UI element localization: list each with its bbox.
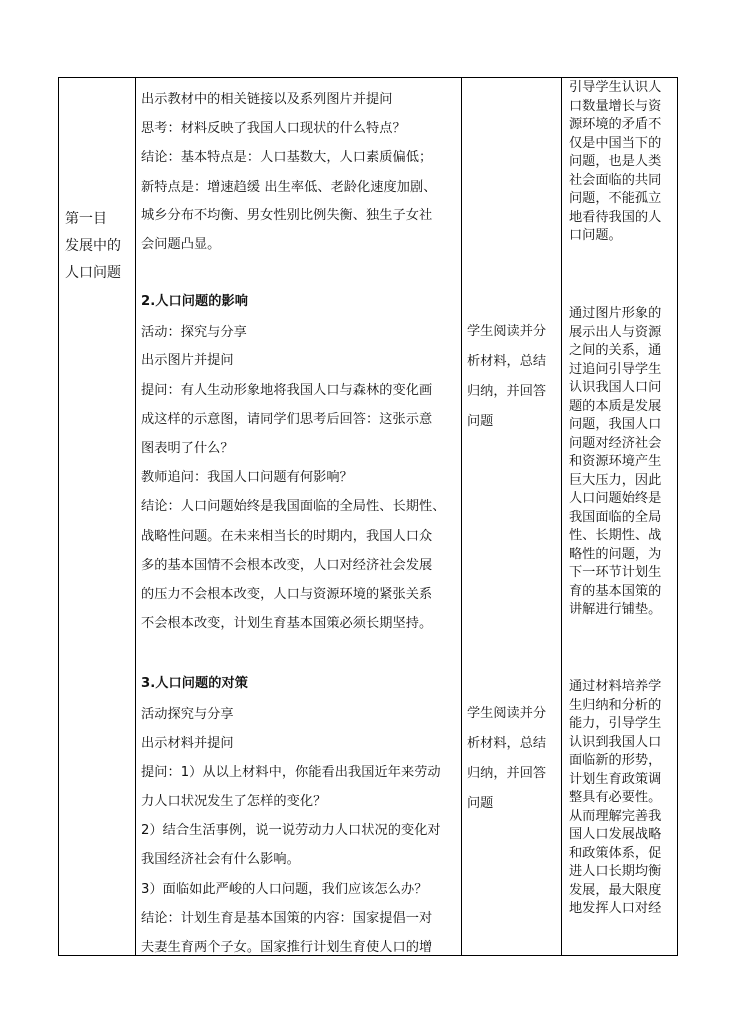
design-intent-line: 问题对经济社会	[569, 435, 662, 451]
content-line: 提问：有人生动形象地将我国人口与森林的变化画	[141, 383, 433, 398]
content-line: 结论：人口问题始终是我国面临的全局性、长期性、	[141, 499, 446, 514]
student-activity-line: 学生阅读并分	[467, 706, 547, 721]
section-title-line: 发展中的	[65, 238, 121, 254]
section-column	[59, 78, 135, 955]
design-intent-line: 我国面临的全局	[569, 509, 662, 525]
design-intent-line: 之间的关系，通	[569, 343, 662, 358]
design-intent-block	[569, 305, 661, 620]
content-line: 出示材料并提问	[141, 736, 234, 751]
design-intent-line: 发展，最大限度	[569, 882, 662, 898]
section-title-line: 人口问题	[65, 265, 121, 281]
design-intent-line: 问题，不能孤立	[569, 191, 662, 206]
student-activity-line: 析材料，总结	[467, 736, 547, 751]
design-intent-line: 人口问题始终是	[569, 491, 662, 506]
subsection-heading: 2.人口问题的影响	[141, 294, 248, 309]
design-intent-line: 性、长期性、战	[569, 528, 662, 543]
design-intent-line: 和政策体系，促	[569, 845, 662, 861]
content-line: 出示图片并提问	[141, 353, 234, 368]
content-line: 城乡分布不均衡、男女性别比例失衡、独生子女社	[141, 208, 433, 223]
student-activity-line: 学生阅读并分	[467, 324, 547, 339]
design-intent-line: 地发挥人口对经	[569, 901, 662, 916]
design-intent-line: 口数量增长与资	[569, 98, 662, 114]
student-activity-line: 问题	[467, 796, 494, 811]
content-line: 不会根本改变，计划生育基本国策必须长期坚持。	[141, 616, 433, 631]
content-line: 2）结合生活事例，说一说劳动力人口状况的变化对	[141, 823, 441, 838]
design-intent-line: 下一环节计划生	[569, 565, 662, 580]
design-intent-line: 问题，也是人类	[569, 154, 662, 169]
student-activity-line: 归纳，并回答	[467, 766, 547, 781]
design-intent-line: 生归纳和分析的	[569, 697, 662, 713]
design-intent-line: 计划生育政策调	[569, 771, 662, 787]
design-intent-line: 源环境的矛盾不	[569, 117, 662, 132]
lesson-table	[58, 77, 678, 956]
design-intent-line: 进人口长期均衡	[569, 864, 662, 879]
design-intent-line: 口问题。	[569, 228, 622, 243]
design-intent-block	[569, 79, 661, 246]
design-intent-line: 讲解进行铺垫。	[569, 602, 662, 617]
student-activity-column	[461, 78, 561, 955]
design-intent-line: 通过图片形象的	[569, 306, 662, 321]
design-intent-line: 仅是中国当下的	[569, 135, 662, 151]
design-intent-line: 面临新的形势，	[569, 753, 662, 768]
design-intent-line: 通过材料培养学	[569, 679, 662, 694]
content-line: 会问题凸显。	[141, 237, 221, 252]
content-line: 活动探究与分享	[141, 707, 234, 722]
content-line: 新特点是：增速趋缓 出生率低、老龄化速度加剧、	[141, 180, 437, 195]
design-intent-line: 展示出人与资源	[569, 324, 662, 340]
content-line: 结论：基本特点是：人口基数大，人口素质偏低；	[141, 150, 433, 165]
teaching-content-column	[135, 78, 461, 955]
student-activity-block	[467, 699, 546, 819]
content-line: 我国经济社会有什么影响。	[141, 852, 300, 867]
design-intent-line: 地看待我国的人	[569, 209, 662, 225]
design-intent-line: 能力，引导学生	[569, 716, 662, 731]
student-activity-line: 归纳，并回答	[467, 384, 547, 399]
design-intent-line: 和资源环境产生	[569, 454, 662, 469]
content-line: 成这样的示意图，请同学们思考后回答：这张示意	[141, 412, 433, 427]
design-intent-line: 过追问引导学生	[569, 361, 662, 377]
design-intent-block	[569, 678, 661, 919]
student-activity-line: 问题	[467, 414, 494, 429]
design-intent-line: 题的本质是发展	[569, 398, 662, 414]
content-line: 图表明了什么？	[141, 441, 234, 456]
content-line: 提问：1）从以上材料中，你能看出我国近年来劳动	[141, 765, 441, 780]
content-line: 教师追问：我国人口问题有何影响？	[141, 470, 353, 485]
content-line: 思考：材料反映了我国人口现状的什么特点？	[141, 121, 406, 136]
design-intent-line: 育的基本国策的	[569, 583, 662, 599]
design-intent-line: 整具有必要性。	[569, 790, 662, 805]
design-intent-line: 略性的问题，为	[569, 546, 662, 562]
subsection-heading: 3.人口问题的对策	[141, 676, 248, 691]
student-activity-block	[467, 317, 546, 437]
section-title	[65, 206, 121, 287]
design-intent-column	[561, 78, 679, 955]
content-line: 多的基本国情不会根本改变，人口对经济社会发展	[141, 558, 433, 573]
design-intent-line: 问题，我国人口	[569, 417, 662, 432]
design-intent-line: 认识我国人口问	[569, 380, 662, 395]
design-intent-line: 从而理解完善我	[569, 808, 662, 824]
design-intent-line: 认识到我国人口	[569, 734, 662, 750]
content-line: 夫妻生育两个子女。国家推行计划生育使人口的增	[141, 940, 433, 955]
design-intent-line: 国人口发展战略	[569, 827, 662, 842]
content-line: 3）面临如此严峻的人口问题，我们应该怎么办？	[141, 882, 428, 897]
content-line: 结论：计划生育是基本国策的内容：国家提倡一对	[141, 911, 433, 926]
design-intent-line: 巨大压力，因此	[569, 472, 662, 488]
design-intent-line: 引导学生认识人	[569, 80, 662, 95]
section-title-line: 第一目	[65, 211, 107, 227]
content-line: 的压力不会根本改变，人口与资源环境的紧张关系	[141, 587, 433, 602]
student-activity-line: 析材料，总结	[467, 354, 547, 369]
content-line: 战略性问题。在未来相当长的时期内，我国人口众	[141, 529, 433, 544]
content-line: 活动：探究与分享	[141, 325, 247, 340]
content-line: 出示教材中的相关链接以及系列图片并提问	[141, 92, 393, 107]
design-intent-line: 社会面临的共同	[569, 172, 662, 188]
content-line: 力人口状况发生了怎样的变化？	[141, 794, 327, 809]
